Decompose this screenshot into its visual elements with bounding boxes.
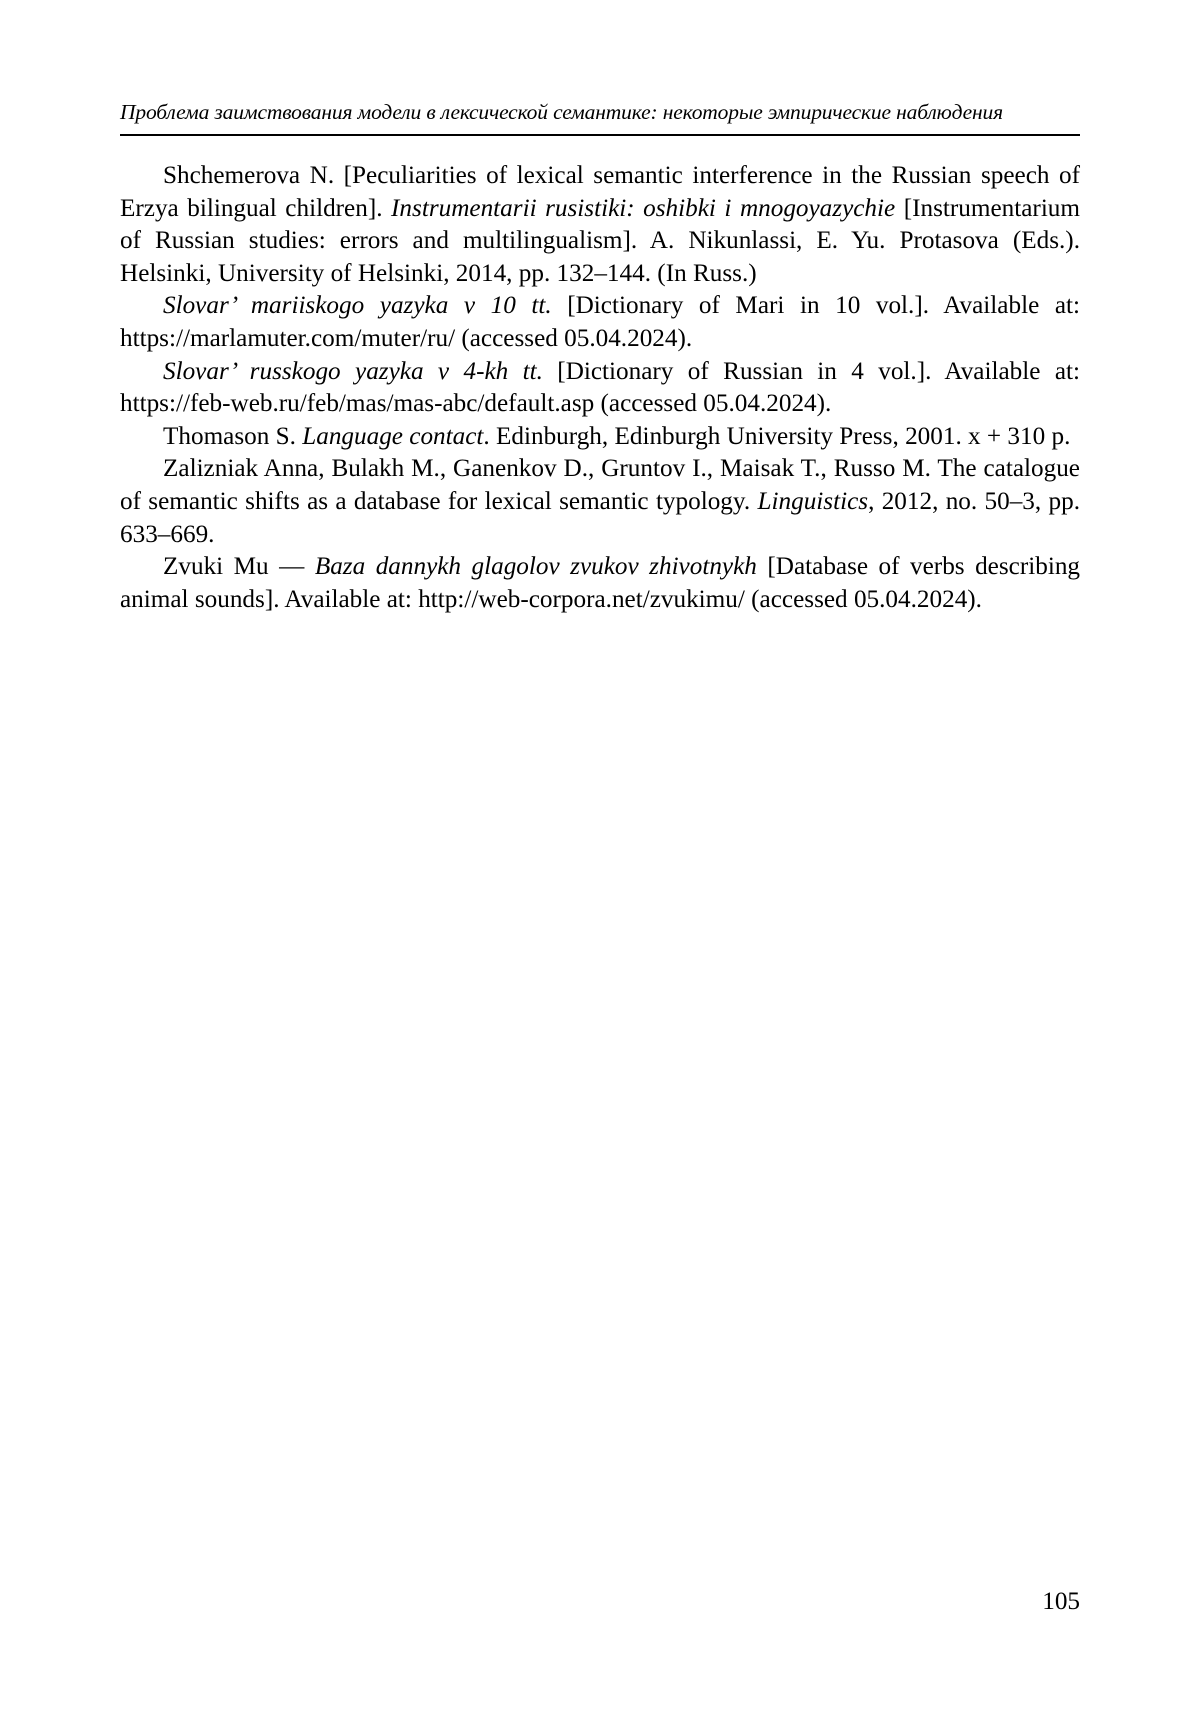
reference-text: Shchemerova N. [Peculiarities of lexical semantic interference in the Russian speech of Erzya bilingual children]. [120,162,1080,222]
reference-text: . Edinburgh, Edinburgh University Press, 2001. x + 310 p. [483,422,1071,450]
reference-title-italic: Slovar’ russkogo yazyka v 4-kh tt. [163,357,543,385]
reference-text: , 2012, no. 50–3, pp. 633–669. [120,487,1081,548]
reference-text: [Database of verbs describing animal sounds]. Available at: http://web-corpora.net/zvukimu/ (accessed 05.04.2024). [120,553,1081,613]
reference-list [120,160,1080,616]
reference-text: Thomason S. [163,422,303,450]
reference-title-italic: Instrumentarii rusistiki: oshibki i mnogoyazychie [391,194,896,222]
header-divider [120,134,1080,136]
page-number: 105 [1042,1588,1080,1615]
reference-text: Zvuki Mu — [163,553,315,581]
reference-text: Zalizniak Anna, Bulakh M., Ganenkov D., Gruntov I., Maisak T., Russo M. The catalogue of semantic shifts as a database for lexical semantic typology. [120,455,1080,515]
reference-text: [Dictionary of Mari in 10 vol.]. Available at: https://marlamuter.com/muter/ru/ (accessed 05.04.2024). [120,292,1080,352]
reference-title-italic: Linguistics [757,487,869,515]
reference-title-italic: Slovar’ mariiskogo yazyka v 10 tt. [163,292,552,320]
reference-entry [120,290,1080,355]
reference-text: [Dictionary of Russian in 4 vol.]. Available at: https://feb-web.ru/feb/mas/mas-abc/default.asp (accessed 05.04.2024). [120,357,1080,418]
reference-title-italic: Language contact [302,422,484,450]
reference-entry [120,453,1080,551]
reference-entry [120,421,1080,454]
reference-entry [120,551,1080,616]
running-header: Проблема заимствования модели в лексической семантике: некоторые эмпирические наблюдения [120,100,1003,124]
reference-entry [120,356,1080,421]
reference-entry [120,160,1080,290]
reference-text: [Instrumentarium of Russian studies: errors and multilingualism]. A. Nikunlassi, E. Yu. Protasova (Eds.). Helsinki, University of Helsinki, 2014, pp. 132–144. (In Russ.) [120,194,1080,287]
reference-title-italic: Baza dannykh glagolov zvukov zhivotnykh [314,553,757,581]
